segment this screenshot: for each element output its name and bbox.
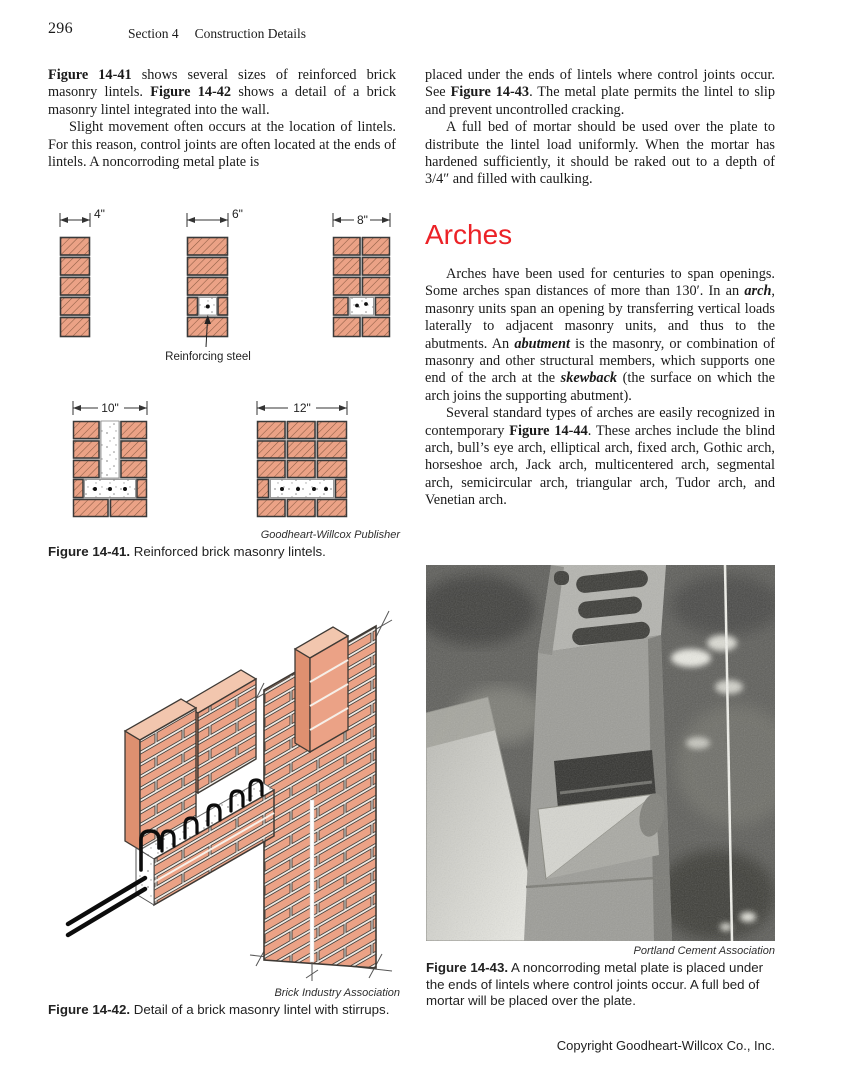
paragraph: Figure 14-41 shows several sizes of reinforced brick masonry lintels. Figure 14-42 shows a detail of a brick masonry lintel integrated into the wall. <box>48 67 397 118</box>
dim-label-4in: 4" <box>94 207 105 221</box>
paragraph: A full bed of mortar should be used over the plate to distribute the lintel load uniformly. When the mortar has hardened sufficiently, it should be raked out to a depth of 3/4″ and filled with caulking. <box>425 119 775 188</box>
lintel-12in-diagram <box>257 401 347 517</box>
lintel-6in-diagram <box>187 207 243 337</box>
copyright-notice: Copyright Goodheart-Willcox Co., Inc. <box>556 1038 775 1053</box>
arches-text <box>425 266 775 510</box>
figure-42-credit: Brick Industry Association <box>274 987 400 999</box>
lintel-4in-diagram <box>60 207 105 337</box>
photo-grain <box>426 565 775 941</box>
dim-label-8in: 8" <box>357 213 368 227</box>
figure-14-41 <box>48 205 400 574</box>
reinforcing-bars <box>68 878 145 935</box>
figure-41-caption: Figure 14-41. Reinforced brick masonry lintels. <box>48 544 326 559</box>
figure-42-caption: Figure 14-42. Detail of a brick masonry lintel with stirrups. <box>48 1002 390 1017</box>
section-label: Section 4 <box>128 26 179 41</box>
paragraph: Several standard types of arches are easily recognized in contemporary Figure 14-44. These arches include the blind arch, bull’s eye arch, elliptical arch, fixed arch, Gothic arch, horseshoe arch, Jack arch, multicentered arch, segmental arch, semicircular arch, triangular arch, Tudor arch, and Venetian arch. <box>425 405 775 509</box>
figure-41-credit: Goodheart-Willcox Publisher <box>260 529 400 541</box>
section-title: Construction Details <box>194 26 306 41</box>
paragraph: Arches have been used for centuries to span openings. Some arches span distances of more than 130′. In an arch, masonry units span an opening by transferring vertical loads laterally to adjacent masonry units, and thus to the abutments. An abutment is the masonry, or combination of masonry and other structural members, which supports one end of the arch at the skewback (the surface on which the arch joins the supporting abutment). <box>425 266 775 404</box>
figure-43-credit: Portland Cement Association <box>633 945 775 957</box>
dim-label-10in: 10" <box>101 401 119 415</box>
reinforcing-steel-callout <box>165 315 251 363</box>
figure-43-caption: Figure 14-43. A noncorroding metal plate is placed under the ends of lintels where control joints occur. A full bed of mortar will be placed over the plate. <box>426 960 764 1008</box>
lintel-sizes-diagram <box>48 205 400 525</box>
figure-14-42 <box>48 578 400 1032</box>
paragraph: placed under the ends of lintels where control joints occur. See Figure 14-43. The metal plate permits the lintel to slip and prevent uncontrolled cracking. <box>425 67 776 118</box>
arches-heading: Arches <box>425 219 513 250</box>
metal-plate-photo <box>426 565 775 941</box>
control-joint <box>310 800 314 962</box>
figure-14-43 <box>426 565 775 1023</box>
brick-lintel-isometric <box>48 578 400 985</box>
lintel-8in-diagram <box>333 213 390 337</box>
right-text-column <box>425 67 775 189</box>
dim-label-6in: 6" <box>232 207 243 221</box>
reinforcing-steel-label: Reinforcing steel <box>165 351 251 363</box>
running-header <box>128 26 306 42</box>
page-number: 296 <box>48 20 73 37</box>
left-text-column <box>48 67 396 171</box>
dim-label-12in: 12" <box>293 401 311 415</box>
paragraph: Slight movement often occurs at the location of lintels. For this reason, control joints are often located at the ends of lintels. A noncorroding metal plate is <box>48 119 396 171</box>
lintel-10in-diagram <box>73 401 147 517</box>
top-brick-column <box>295 627 348 752</box>
